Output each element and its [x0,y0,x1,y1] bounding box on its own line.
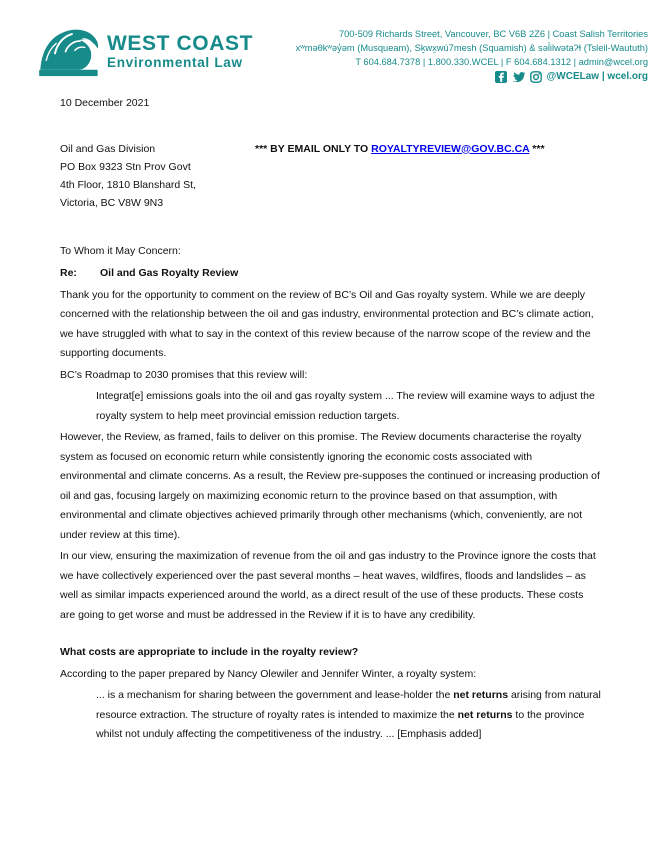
re-line [60,264,601,284]
letterhead-contact [296,20,648,84]
body-text: In our view, ensuring the maximization of revenue from the oil and gas industry to the Province ignore the costs that we have collectively experienced over the past several months – heat waves, wildfires, floods and landslides – as well as similar impacts experienced around the world, as a direct result of the use of these products. These costs are going to get worse and must be addressed in the Review if it is to have any credibility. [60,550,596,621]
paragraph [60,665,601,685]
body-text: arising from natural resource extraction. The structure of royalty rates is intended to maximize the [96,689,601,721]
letter-date: 10 December 2021 [60,97,150,109]
contact-territories-line: xʷməθkʷəy̓əm (Musqueam), Sḵwx̱wú7mesh (Squamish) & səl̓ilwətaʔɬ (Tsleil-Waututh) [295,43,648,53]
email-notice-prefix: *** BY EMAIL ONLY TO [255,142,372,155]
paragraph [60,428,601,545]
facebook-icon[interactable] [495,71,507,83]
section-heading [60,643,601,663]
paragraph [60,286,601,364]
body-text: BC’s Roadmap to 2030 promises that this review will: [60,368,308,381]
email-notice-suffix: *** [529,142,545,155]
org-logo [38,20,253,82]
body-text: What costs are appropriate to include in the royalty review? [60,646,359,658]
body-text: Integrat[e] emissions goals into the oil and gas royalty system ... The review will examine ways to adjust the royalty system to help meet provincial emission reduction targets. [96,390,595,422]
logo-subtitle: Environmental Law [107,55,243,70]
logo-title: WEST COAST [107,32,253,55]
social-row [296,70,648,84]
emphasized-text: net returns [457,708,513,721]
recipient-line: Oil and Gas Division [60,142,156,155]
body-text: to the province whilst not unduly affecting the competitiveness of the industry. ... [Emphasis added] [96,708,585,740]
contact-phone-line: T 604.684.7378 | 1.800.330.WCEL | F 604.684.1312 | admin@wcel.org [355,57,648,67]
emphasized-text: net returns [453,689,509,701]
royalty-review-email-link[interactable]: ROYALTYREVIEW@GOV.BC.CA [371,142,530,155]
wave-logo-icon [38,20,100,82]
block-quote [96,686,601,745]
logo-text [107,33,253,71]
paragraph [60,366,601,386]
letterhead [38,20,648,84]
recipient-line: PO Box 9323 Stn Prov Govt [60,160,191,173]
re-subject: Oil and Gas Royalty Review [100,267,239,279]
re-label: Re: [60,267,77,279]
letter-body [60,286,601,745]
body-text: Thank you for the opportunity to comment on the review of BC’s Oil and Gas royalty system. While we are deeply concerned with the relationship between the oil and gas industry, environmental protection and BC’s climate action, we have struggled with what to say in the context of this review because of the narrow scope of the review and the supporting documents. [60,288,594,359]
block-quote [96,387,601,426]
social-handle[interactable]: @WCELaw | wcel.org [546,71,648,82]
recipient-line: 4th Floor, 1810 Blanshard St, [60,178,197,191]
email-notice [255,140,545,160]
letter-content [60,94,601,747]
paragraph [60,547,601,625]
salutation: To Whom it May Concern: [60,244,181,257]
twitter-icon[interactable] [512,72,525,83]
body-text: ... is a mechanism for sharing between the government and lease-holder the [96,689,454,701]
recipient-line: Victoria, BC V8W 9N3 [60,196,164,209]
body-text: However, the Review, as framed, fails to deliver on this promise. The Review documents characterise the royalty system as focused on economic return while consistently ignoring the economic costs associated with environmental and climate concerns. As a result, the Review pre-supposes the continued or increasing production of oil and gas, focusing largely on maximizing economic return to the province based on that assumption, with environmental and climate objectives achieved primarily through other mechanisms (which, conveniently, are not under review at this time). [60,431,600,541]
body-text: According to the paper prepared by Nancy Olewiler and Jennifer Winter, a royalty system: [60,667,477,680]
contact-address-line: 700-509 Richards Street, Vancouver, BC V6B 2Z6 | Coast Salish Territories [338,29,648,39]
spacer [60,627,601,641]
address-row [60,140,601,212]
instagram-icon[interactable] [530,71,542,83]
